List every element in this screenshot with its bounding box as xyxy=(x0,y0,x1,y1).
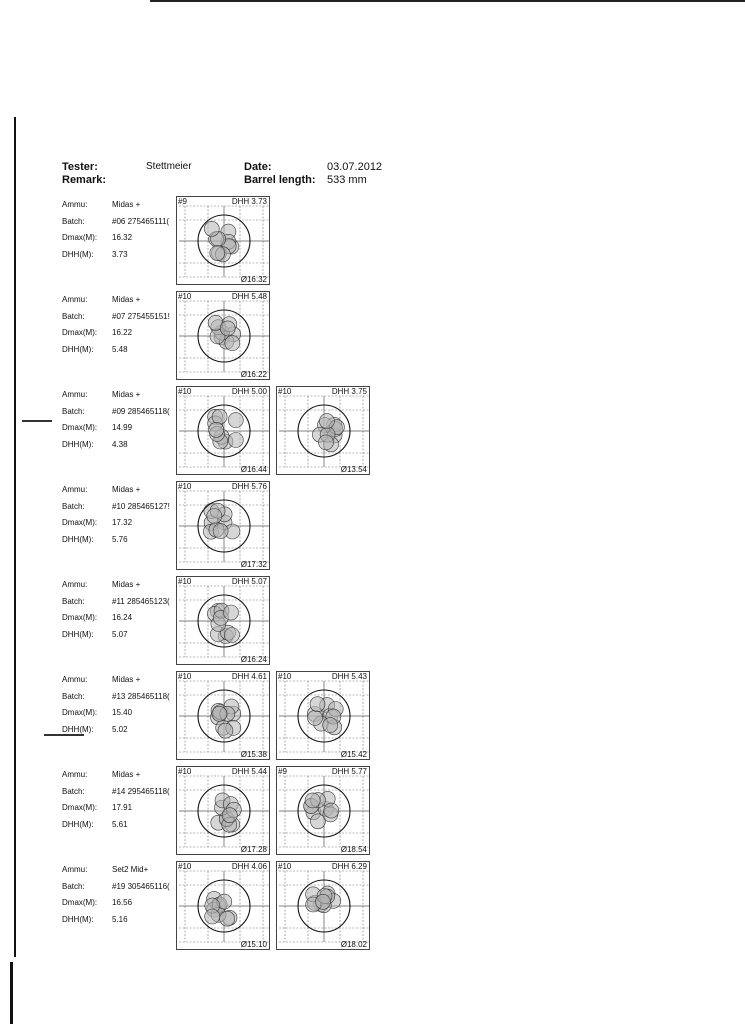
batch-value: #14 295465118( xyxy=(112,786,170,796)
batch-label: Batch: xyxy=(62,786,85,796)
target-image xyxy=(176,291,270,380)
target-diameter: Ø17.32 xyxy=(240,560,267,569)
dmax-label: Dmax(M): xyxy=(62,518,98,527)
target-dhh: DHH 4.61 xyxy=(231,672,267,681)
batch-label: Batch: xyxy=(62,406,85,416)
dmax-value: 14.99 xyxy=(112,423,133,432)
scan-left-edge-lower xyxy=(10,962,13,1024)
dmax-value: 16.56 xyxy=(112,898,133,907)
tester-label: Tester: xyxy=(62,161,98,173)
ammu-label: Ammu: xyxy=(62,580,88,589)
ammu-value: Midas + xyxy=(112,485,141,494)
target-diameter: Ø15.42 xyxy=(340,750,367,759)
target-diameter: Ø15.38 xyxy=(240,750,267,759)
target-dhh: DHH 5.07 xyxy=(231,577,267,586)
barrel-length-value: 533 mm xyxy=(327,174,367,186)
target-image xyxy=(176,196,270,285)
scan-left-edge xyxy=(14,117,16,957)
shot-count: #9 xyxy=(278,767,287,776)
dhh-value: 3.73 xyxy=(112,249,128,259)
target-dhh: DHH 5.76 xyxy=(231,482,267,491)
ammu-label: Ammu: xyxy=(62,770,88,779)
scan-top-edge xyxy=(150,0,745,2)
target-image xyxy=(276,386,370,475)
dmax-value: 16.32 xyxy=(112,233,133,242)
shot-count: #10 xyxy=(178,482,192,491)
dhh-value: 4.38 xyxy=(112,439,128,449)
target-image xyxy=(176,861,270,950)
target-image xyxy=(276,766,370,855)
date-label: Date: xyxy=(244,161,272,173)
date-value: 03.07.2012 xyxy=(327,161,383,173)
batch-value: #11 285465123( xyxy=(112,596,170,606)
shot-count: #10 xyxy=(278,672,292,681)
dhh-value: 5.16 xyxy=(112,914,128,924)
ammu-value: Midas + xyxy=(112,390,141,399)
target-dhh: DHH 5.48 xyxy=(231,292,267,301)
batch-label: Batch: xyxy=(62,311,85,321)
dmax-label: Dmax(M): xyxy=(62,803,98,812)
batch-label: Batch: xyxy=(62,216,85,226)
pen-mark xyxy=(22,420,52,422)
target-image xyxy=(276,861,370,950)
dhh-value: 5.07 xyxy=(112,629,128,639)
batch-value: #07 275455151! xyxy=(112,311,170,321)
ammu-label: Ammu: xyxy=(62,200,88,209)
dhh-value: 5.61 xyxy=(112,819,128,829)
ammu-label: Ammu: xyxy=(62,295,88,304)
tester-value: Stettmeier xyxy=(146,161,192,172)
ammu-value: Set2 Mid+ xyxy=(112,865,149,874)
batch-label: Batch: xyxy=(62,501,85,511)
shot-count: #10 xyxy=(178,292,192,301)
ammu-label: Ammu: xyxy=(62,675,88,684)
target-image xyxy=(276,671,370,760)
target-dhh: DHH 5.77 xyxy=(331,767,367,776)
dmax-value: 16.24 xyxy=(112,613,133,622)
shot-count: #10 xyxy=(178,387,192,396)
shot-count: #10 xyxy=(278,387,292,396)
dhh-value: 5.76 xyxy=(112,534,128,544)
dhh-label: DHH(M): xyxy=(62,534,94,544)
shot-count: #10 xyxy=(178,862,192,871)
target-dhh: DHH 5.44 xyxy=(231,767,267,776)
target-image xyxy=(176,576,270,665)
ammu-label: Ammu: xyxy=(62,485,88,494)
dhh-label: DHH(M): xyxy=(62,819,94,829)
batch-value: #06 275465111( xyxy=(112,216,170,226)
batch-label: Batch: xyxy=(62,596,85,606)
batch-value: #19 305465116( xyxy=(112,881,170,891)
dmax-value: 17.91 xyxy=(112,803,133,812)
ammu-label: Ammu: xyxy=(62,390,88,399)
dmax-value: 17.32 xyxy=(112,518,133,527)
dmax-label: Dmax(M): xyxy=(62,613,98,622)
target-diameter: Ø16.32 xyxy=(240,275,267,284)
remark-label: Remark: xyxy=(62,174,107,186)
dmax-label: Dmax(M): xyxy=(62,328,98,337)
shot-count: #10 xyxy=(178,672,192,681)
batch-value: #09 285465118( xyxy=(112,406,170,416)
target-dhh: DHH 5.00 xyxy=(231,387,267,396)
dhh-label: DHH(M): xyxy=(62,249,94,259)
target-diameter: Ø18.54 xyxy=(340,845,367,854)
target-image xyxy=(176,386,270,475)
dmax-label: Dmax(M): xyxy=(62,708,98,717)
target-dhh: DHH 5.43 xyxy=(331,672,367,681)
ammu-value: Midas + xyxy=(112,295,141,304)
barrel-length-label: Barrel length: xyxy=(244,174,316,186)
batch-value: #10 285465127! xyxy=(112,501,170,511)
target-dhh: DHH 3.73 xyxy=(231,197,267,206)
target-dhh: DHH 6.29 xyxy=(331,862,367,871)
dhh-value: 5.02 xyxy=(112,724,128,734)
dhh-label: DHH(M): xyxy=(62,629,94,639)
target-diameter: Ø18.02 xyxy=(340,940,367,949)
ammu-value: Midas + xyxy=(112,200,141,209)
dhh-label: DHH(M): xyxy=(62,439,94,449)
batch-label: Batch: xyxy=(62,691,85,701)
target-diameter: Ø16.22 xyxy=(240,370,267,379)
target-diameter: Ø16.44 xyxy=(240,465,267,474)
dmax-value: 16.22 xyxy=(112,328,133,337)
dhh-label: DHH(M): xyxy=(62,344,94,354)
target-diameter: Ø15.10 xyxy=(240,940,267,949)
target-image xyxy=(176,481,270,570)
dmax-label: Dmax(M): xyxy=(62,423,98,432)
dhh-label: DHH(M): xyxy=(62,914,94,924)
dmax-value: 15.40 xyxy=(112,708,133,717)
target-diameter: Ø16.24 xyxy=(240,655,267,664)
shot-count: #9 xyxy=(178,197,187,206)
target-image xyxy=(176,671,270,760)
target-dhh: DHH 3.75 xyxy=(331,387,367,396)
ammu-value: Midas + xyxy=(112,675,141,684)
shot-count: #10 xyxy=(178,767,192,776)
target-image xyxy=(176,766,270,855)
batch-value: #13 285465118( xyxy=(112,691,170,701)
target-diameter: Ø13.54 xyxy=(340,465,367,474)
shot-count: #10 xyxy=(178,577,192,586)
target-dhh: DHH 4.06 xyxy=(231,862,267,871)
dhh-label: DHH(M): xyxy=(62,724,94,734)
target-diameter: Ø17.28 xyxy=(240,845,267,854)
pen-mark xyxy=(44,734,84,736)
ammu-label: Ammu: xyxy=(62,865,88,874)
batch-label: Batch: xyxy=(62,881,85,891)
dhh-value: 5.48 xyxy=(112,344,128,354)
ammu-value: Midas + xyxy=(112,770,141,779)
dmax-label: Dmax(M): xyxy=(62,898,98,907)
shot-count: #10 xyxy=(278,862,292,871)
ammu-value: Midas + xyxy=(112,580,141,589)
dmax-label: Dmax(M): xyxy=(62,233,98,242)
